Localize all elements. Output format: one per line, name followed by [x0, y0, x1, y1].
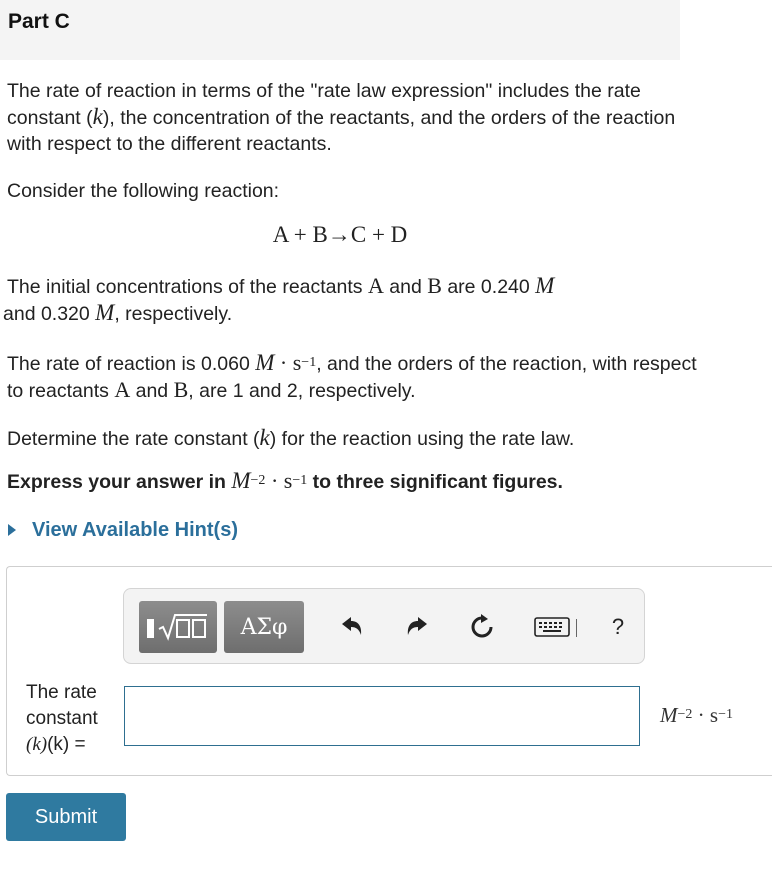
express-exp2: −1 [292, 473, 308, 488]
rate-B: B [173, 377, 189, 402]
greek-symbols-button[interactable]: ΑΣφ [224, 601, 304, 653]
keyboard-icon [534, 617, 570, 637]
express-exp1: −2 [250, 473, 266, 488]
view-hints-link[interactable] [8, 519, 238, 542]
math-toolbar [123, 588, 645, 664]
toolbar-divider [576, 619, 577, 637]
determine-text-1: Determine the rate constant ( [7, 428, 260, 450]
express-dot-s: · s [265, 468, 293, 493]
intro-k: k [92, 104, 103, 129]
part-header [0, 0, 680, 60]
conc-text-3: are 0.240 [441, 276, 536, 298]
rate-A: A [114, 377, 131, 402]
answer-label-k-text: (k) = [47, 734, 86, 755]
reset-icon [469, 614, 495, 640]
determine-text [7, 425, 697, 452]
express-instruction [7, 468, 697, 495]
redo-icon [404, 615, 430, 639]
conc-text-4: and 0.320 [3, 303, 96, 325]
conc-text-2: and [383, 276, 428, 298]
rate-constant-input[interactable] [124, 686, 640, 746]
determine-text-2: ) for the reaction using the rate law. [269, 428, 575, 450]
conc-M-2: M [95, 300, 115, 325]
undo-button[interactable] [336, 611, 368, 643]
part-title: Part C [8, 10, 70, 33]
answer-unit [660, 703, 733, 728]
unit-exp1: −2 [677, 707, 693, 722]
caret-right-icon [8, 524, 16, 536]
rate-text-1: The rate of reaction is 0.060 [7, 353, 256, 375]
consider-text: Consider the following reaction: [7, 180, 280, 202]
conc-text-5: , respectively. [114, 303, 233, 325]
submit-button[interactable]: Submit [6, 793, 126, 841]
hint-label: View Available Hint(s) [32, 519, 238, 541]
intro-text-2: ), the concentration of the reactants, and the orders of the reaction with respect to the different reactants. [7, 107, 676, 155]
conc-text-1: The initial concentrations of the reactants [7, 276, 368, 298]
express-text-1: Express your answer in [7, 471, 232, 493]
reaction-equation: A + B→C + D [272, 222, 408, 247]
rate-text-4: , are 1 and 2, respectively. [188, 380, 416, 402]
unit-M: M [660, 703, 678, 727]
keyboard-button[interactable] [532, 611, 572, 643]
templates-sqrt-icon [145, 610, 211, 644]
undo-icon [339, 615, 365, 639]
unit-exp2: −1 [718, 707, 733, 722]
answer-label-line3 [26, 732, 86, 758]
concentration-paragraph [3, 273, 697, 327]
answer-label-line1: The rate [26, 682, 97, 703]
determine-k: k [259, 425, 270, 450]
rate-text-3: and [130, 380, 174, 402]
rate-exp: −1 [301, 355, 317, 370]
express-M: M [231, 468, 251, 493]
rate-dot-s: · s [274, 350, 302, 375]
answer-label-k-math: (k) [26, 734, 48, 755]
redo-button[interactable] [401, 611, 433, 643]
rate-text-2: , and the orders of the reaction, with respect to reactants [7, 353, 697, 402]
answer-label-line2: constant [26, 708, 98, 729]
intro-text-1: The rate of reaction in terms of the "rate law expression" includes the rate constant ( [7, 80, 641, 129]
rate-paragraph [7, 350, 697, 404]
intro-paragraph [7, 78, 697, 157]
help-button[interactable]: ? [611, 614, 625, 639]
reset-button[interactable] [466, 611, 498, 643]
templates-button[interactable] [139, 601, 217, 653]
conc-M-1: M [535, 273, 555, 298]
rate-M: M [255, 350, 275, 375]
express-text-2: to three significant figures. [307, 471, 563, 493]
unit-dot-s: · s [692, 703, 719, 727]
conc-A: A [367, 273, 384, 298]
conc-B: B [427, 273, 442, 298]
